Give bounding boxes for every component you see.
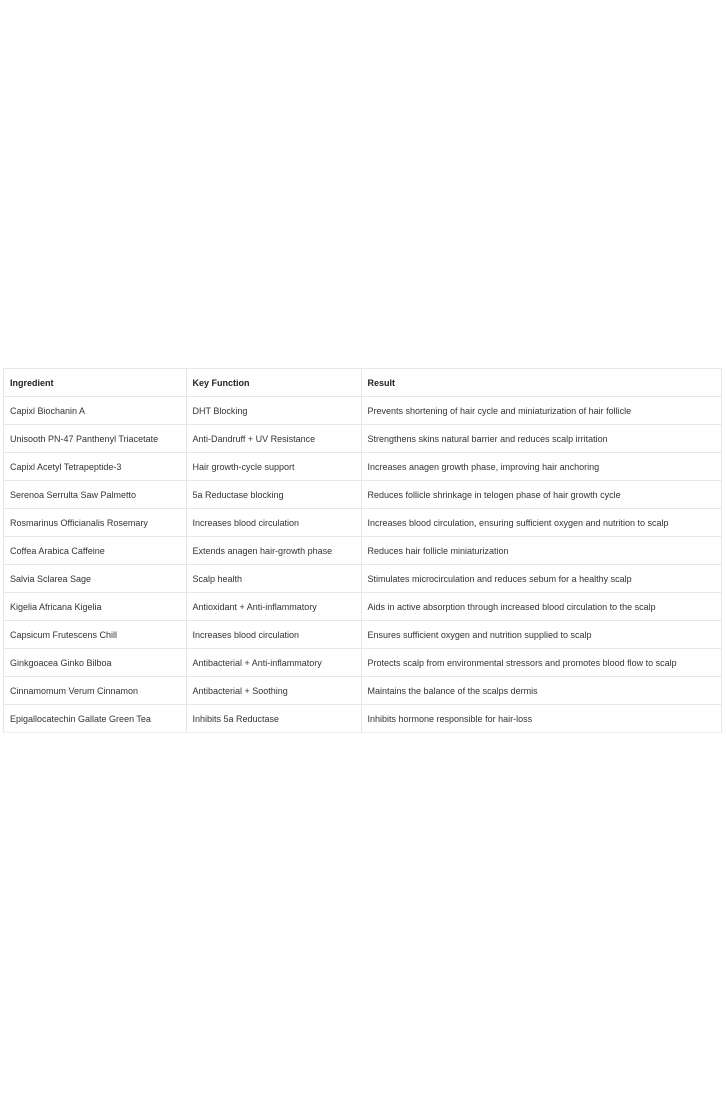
ingredient-cell: Capixl Biochanin A — [4, 397, 186, 425]
ingredient-cell: Epigallocatechin Gallate Green Tea — [4, 705, 186, 733]
ingredient-cell: Salvia Sclarea Sage — [4, 565, 186, 593]
key-function-cell: Extends anagen hair-growth phase — [186, 537, 361, 565]
table-row — [4, 481, 721, 509]
key-function-cell: 5a Reductase blocking — [186, 481, 361, 509]
table-row — [4, 677, 721, 705]
result-cell: Inhibits hormone responsible for hair-loss — [361, 705, 721, 733]
table-row — [4, 705, 721, 733]
ingredients-table-container — [3, 368, 722, 733]
result-cell: Prevents shortening of hair cycle and miniaturization of hair follicle — [361, 397, 721, 425]
result-cell: Ensures sufficient oxygen and nutrition supplied to scalp — [361, 621, 721, 649]
ingredient-cell: Unisooth PN-47 Panthenyl Triacetate — [4, 425, 186, 453]
result-cell: Strengthens skins natural barrier and reduces scalp irritation — [361, 425, 721, 453]
result-cell: Increases blood circulation, ensuring sufficient oxygen and nutrition to scalp — [361, 509, 721, 537]
result-cell: Protects scalp from environmental stressors and promotes blood flow to scalp — [361, 649, 721, 677]
table-row — [4, 593, 721, 621]
result-cell: Stimulates microcirculation and reduces sebum for a healthy scalp — [361, 565, 721, 593]
table-row — [4, 621, 721, 649]
table-row — [4, 509, 721, 537]
header-result: Result — [361, 369, 721, 397]
result-cell: Reduces hair follicle miniaturization — [361, 537, 721, 565]
ingredient-cell: Serenoa Serrulta Saw Palmetto — [4, 481, 186, 509]
header-ingredient: Ingredient — [4, 369, 186, 397]
ingredient-cell: Rosmarinus Officianalis Rosemary — [4, 509, 186, 537]
result-cell: Maintains the balance of the scalps dermis — [361, 677, 721, 705]
header-row — [4, 369, 721, 397]
table-header — [4, 369, 721, 397]
result-cell: Reduces follicle shrinkage in telogen phase of hair growth cycle — [361, 481, 721, 509]
key-function-cell: Antibacterial + Anti-inflammatory — [186, 649, 361, 677]
key-function-cell: Antioxidant + Anti-inflammatory — [186, 593, 361, 621]
key-function-cell: Hair growth-cycle support — [186, 453, 361, 481]
result-cell: Increases anagen growth phase, improving hair anchoring — [361, 453, 721, 481]
table-row — [4, 397, 721, 425]
table-row — [4, 565, 721, 593]
ingredient-cell: Kigelia Africana Kigelia — [4, 593, 186, 621]
table-body — [4, 397, 721, 733]
ingredient-cell: Cinnamomum Verum Cinnamon — [4, 677, 186, 705]
table-row — [4, 425, 721, 453]
key-function-cell: Antibacterial + Soothing — [186, 677, 361, 705]
key-function-cell: Inhibits 5a Reductase — [186, 705, 361, 733]
ingredient-cell: Capsicum Frutescens Chill — [4, 621, 186, 649]
result-cell: Aids in active absorption through increased blood circulation to the scalp — [361, 593, 721, 621]
table-row — [4, 649, 721, 677]
table-row — [4, 453, 721, 481]
ingredients-table — [4, 368, 721, 733]
key-function-cell: DHT Blocking — [186, 397, 361, 425]
key-function-cell: Increases blood circulation — [186, 621, 361, 649]
ingredient-cell: Coffea Arabica Caffeine — [4, 537, 186, 565]
key-function-cell: Scalp health — [186, 565, 361, 593]
ingredient-cell: Ginkgoacea Ginko Bilboa — [4, 649, 186, 677]
table-row — [4, 537, 721, 565]
ingredient-cell: Capixl Acetyl Tetrapeptide-3 — [4, 453, 186, 481]
key-function-cell: Increases blood circulation — [186, 509, 361, 537]
header-key-function: Key Function — [186, 369, 361, 397]
key-function-cell: Anti-Dandruff + UV Resistance — [186, 425, 361, 453]
